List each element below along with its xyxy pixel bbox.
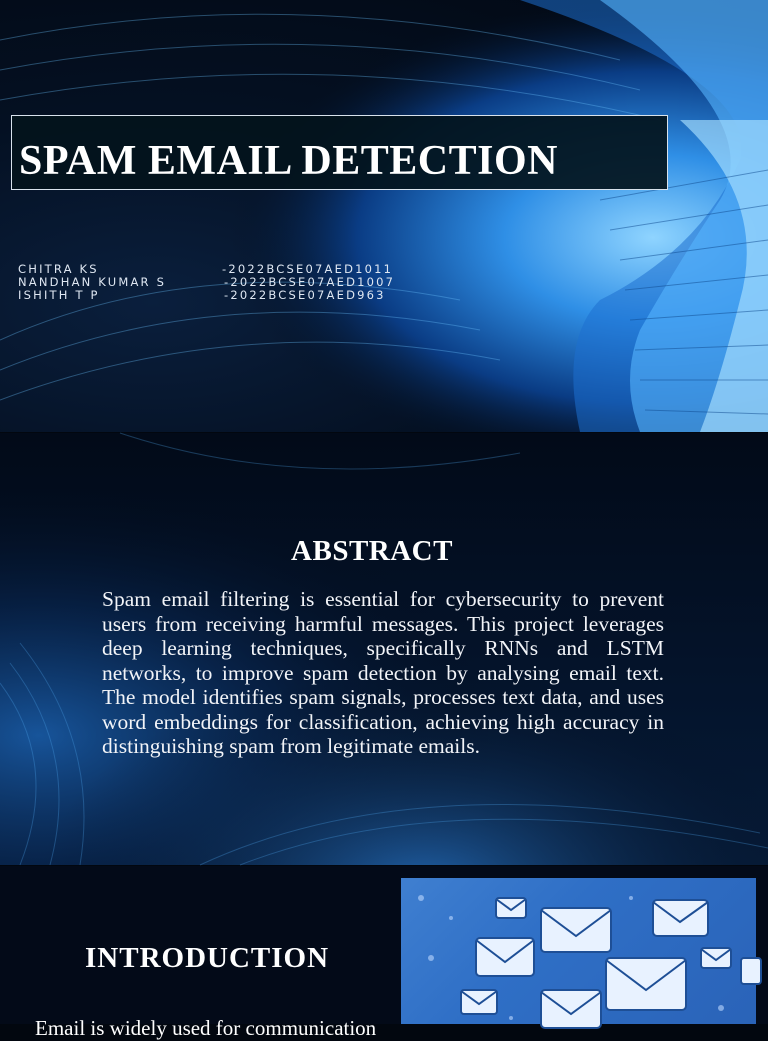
member-row xyxy=(18,289,438,302)
introduction-body: Email is widely used for communication xyxy=(35,1016,377,1040)
abstract-body: Spam email filtering is essential for cybersecurity to prevent users from receiving harmful messages. This project leverages deep learning techniques, specifically RNNs and LSTM networks, to improve spam detection by analysing email text. The model identifies spam signals, processes text data, and uses word embeddings for classification, achieving high accuracy in distinguishing spam from legitimate emails. xyxy=(102,587,664,758)
background-swirl-graphic xyxy=(0,0,768,432)
member-name: ISHITH T P xyxy=(18,288,100,302)
slide-title: SPAM EMAIL DETECTION xyxy=(19,138,558,184)
envelope-icon xyxy=(701,948,731,968)
envelope-icon xyxy=(496,898,526,918)
envelope-icon xyxy=(741,958,761,984)
introduction-slide xyxy=(0,866,768,1040)
envelope-icons-graphic xyxy=(401,878,756,1024)
envelope-icon xyxy=(606,958,686,1010)
introduction-heading: INTRODUCTION xyxy=(85,942,330,974)
envelope-icon xyxy=(461,990,497,1014)
abstract-slide xyxy=(0,433,768,865)
email-envelopes-image xyxy=(401,878,756,1024)
title-slide xyxy=(0,0,768,432)
title-box xyxy=(11,115,668,190)
member-name: CHITRA KS xyxy=(18,262,99,276)
member-id: -2022BCSE07AED1007 xyxy=(224,275,396,289)
envelope-icon xyxy=(476,938,534,976)
member-id: -2022BCSE07AED963 xyxy=(224,288,386,302)
member-id: -2022BCSE07AED1011 xyxy=(222,262,394,276)
team-members-list xyxy=(18,263,438,302)
member-name: NANDHAN KUMAR S xyxy=(18,275,167,289)
envelope-icon xyxy=(541,990,601,1028)
envelope-icon xyxy=(653,900,708,936)
envelope-icon xyxy=(541,908,611,952)
abstract-heading: ABSTRACT xyxy=(291,535,453,567)
